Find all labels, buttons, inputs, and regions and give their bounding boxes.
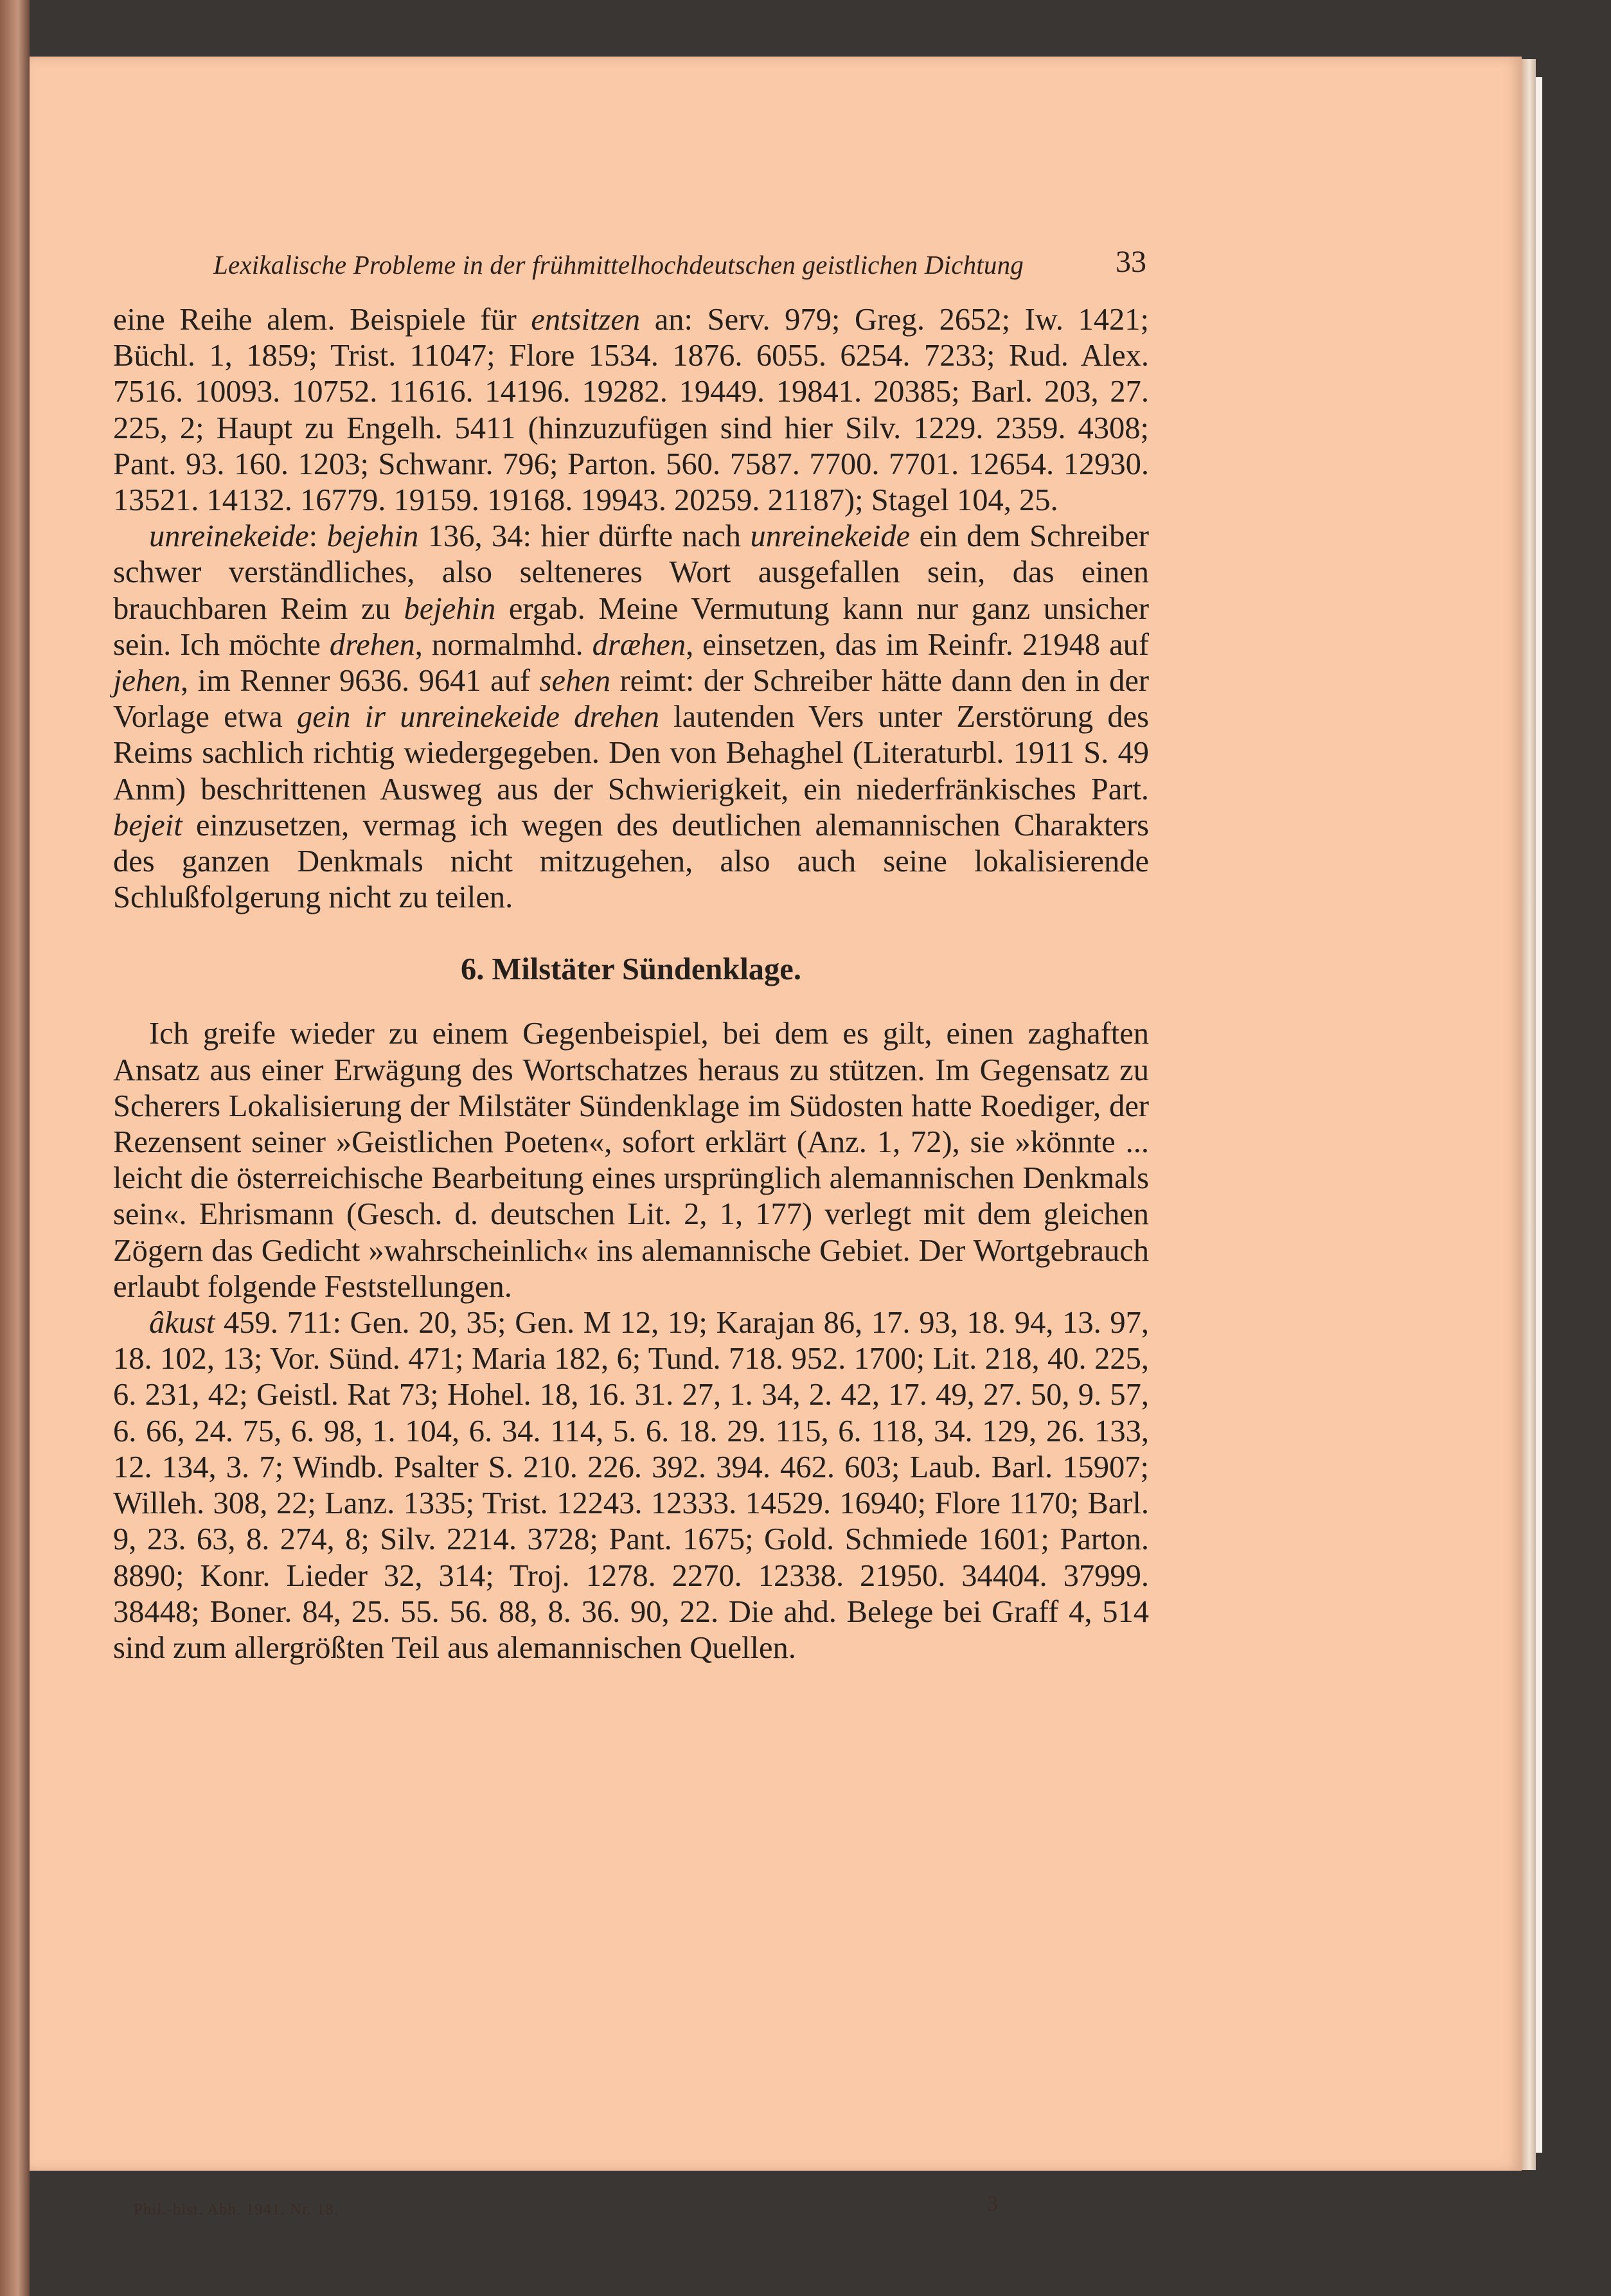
section-heading: 6. Milstäter Sündenklage. [461,952,801,987]
page-stack-edge [1522,59,1536,2170]
paragraph-2: unreinekeide: bejehin 136, 34: hier dürfte nach unreinekeide ein dem Schreiber schwer verständliches, also selteneres Wort ausgefallen sein, das einen brauchbaren Reim zu bejehin ergab. Meine Vermutung kann nur ganz unsicher sein. Ich möchte drehen, normalmhd. dræhen, einsetzen, das im Reinfr. 21948 auf jehen, im Renner 9636. 9641 auf sehen reimt: der Schreiber hätte dann den in der Vorlage etwa gein ir unreinekeide drehen lautenden Vers unter Zerstörung des Reims sachlich richtig wiedergegeben. Den von Behaghel (Literaturbl. 1911 S. 49 Anm) beschrittenen Ausweg aus der Schwierigkeit, ein niederfränkisches Part. bejeit einzusetzen, vermag ich wegen des deutlichen alemannischen Charakters des ganzen Denkmals nicht mitzugehen, also auch seine lokalisierende Schlußfolgerung nicht zu teilen. [113,519,1150,915]
body-text [113,302,1149,1666]
facing-page-edge [0,0,30,2296]
paragraph-1: eine Reihe alem. Beispiele für entsitzen an: Serv. 979; Greg. 2652; Iw. 1421; Büchl. 1, 1859; Trist. 11047; Flore 1534. 1876. 6055. 6254. 7233; Rud. Alex. 7516. 10093. 10752. 11616. 14196. 19282. 19449. 19841. 20385; Barl. 203, 27. 225, 2; Haupt zu Engelh. 5411 (hinzuzufügen sind hier Silv. 1229. 2359. 4308; Pant. 93. 160. 1203; Schwanr. 796; Parton. 560. 7587. 7700. 7701. 12654. 12930. 13521. 14132. 16779. 19159. 19168. 19943. 20259. 21187); Stagel 104, 25. [113,303,1149,518]
paragraph-4: âkust 459. 711: Gen. 20, 35; Gen. M 12, 19; Karajan 86, 17. 93, 18. 94, 13. 97, 18. 102, 13; Vor. Sünd. 471; Maria 182, 6; Tund. 718. 952. 1700; Lit. 218, 40. 225, 6. 231, 42; Geistl. Rat 73; Hohel. 18, 16. 31. 27, 1. 34, 2. 42, 17. 49, 27. 50, 9. 57, 6. 66, 24. 75, 6. 98, 1. 104, 6. 34. 114, 5. 6. 18. 29. 115, 6. 118, 34. 129, 26. 133, 12. 134, 3. 7; Windb. Psalter S. 210. 226. 392. 394. 462. 603; Laub. Barl. 15907; Willeh. 308, 22; Lanz. 1335; Trist. 12243. 12333. 14529. 16940; Flore 1170; Barl. 9, 23. 63, 8. 274, 8; Silv. 2214. 3728; Pant. 1675; Gold. Schmiede 1601; Parton. 8890; Konr. Lieder 32, 314; Troj. 1278. 2270. 12338. 21950. 34404. 37999. 38448; Boner. 84, 25. 55. 56. 88, 8. 36. 90, 22. Die ahd. Belege bei Graff 4, 514 sind zum allergrößten Teil aus alemannischen Quellen. [113,1306,1149,1665]
signature-line: Phil.-hist. Abh. 1941. Nr. 18. [134,2201,339,2218]
running-title: Lexikalische Probleme in der frühmittelhochdeutschen geistlichen Dichtung [213,250,1024,280]
paragraph-3: Ich greife wieder zu einem Gegenbeispiel, bei dem es gilt, einen zaghaften Ansatz aus einer Erwägung des Wortschatzes heraus zu stützen. Im Gegensatz zu Scherers Lokalisierung der Milstäter Sündenklage im Südosten hatte Roediger, der Rezensent seiner »Geistlichen Poeten«, sofort erklärt (Anz. 1, 72), sie »könnte ... leicht die österreichische Bearbeitung eines ursprünglich alemannischen Denkmals sein«. Ehrismann (Gesch. d. deutschen Lit. 2, 1, 177) verlegt mit dem gleichen Zögern das Gedicht »wahrscheinlich« ins alemannische Gebiet. Der Wortgebrauch erlaubt folgende Feststellungen. [113,1017,1149,1304]
signature-mark: 3 [987,2192,998,2216]
page-number: 33 [1116,245,1146,279]
page-stack-edge-light [1536,77,1542,2153]
